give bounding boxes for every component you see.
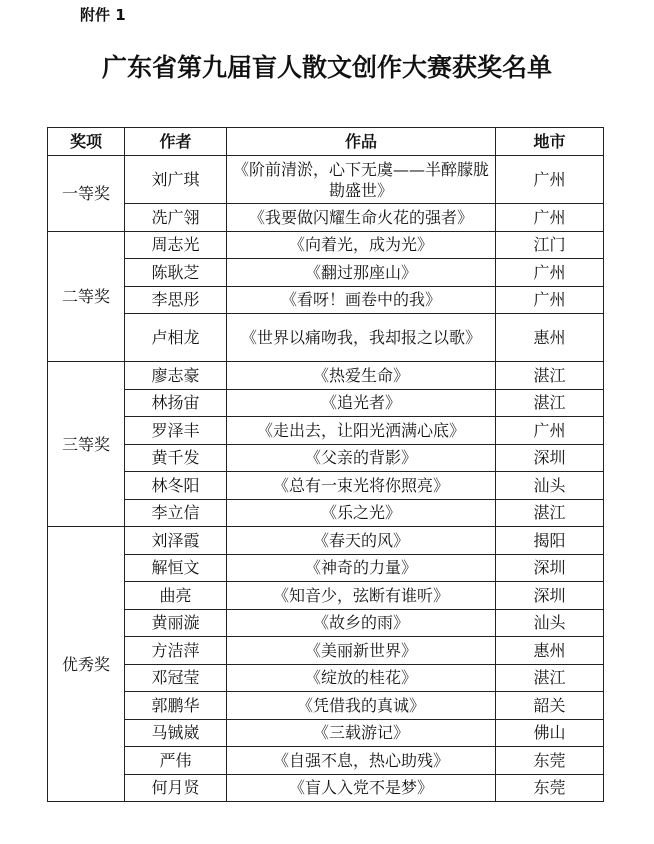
award-cell: 优秀奖 xyxy=(48,527,125,802)
header-city: 地市 xyxy=(496,128,604,156)
author-cell: 卢相龙 xyxy=(125,314,227,362)
city-cell: 东莞 xyxy=(496,747,604,775)
awards-table xyxy=(47,127,604,802)
header-author: 作者 xyxy=(125,128,227,156)
city-cell: 佛山 xyxy=(496,719,604,747)
city-cell: 广州 xyxy=(496,417,604,445)
city-cell: 湛江 xyxy=(496,362,604,390)
work-cell: 《世界以痛吻我，我却报之以歌》 xyxy=(227,314,496,362)
work-cell: 《春天的风》 xyxy=(227,527,496,555)
author-cell: 李立信 xyxy=(125,499,227,527)
table-row xyxy=(48,609,604,637)
work-cell: 《走出去，让阳光洒满心底》 xyxy=(227,417,496,445)
author-cell: 陈耿芝 xyxy=(125,259,227,287)
city-cell: 广州 xyxy=(496,204,604,232)
author-cell: 郭鹏华 xyxy=(125,692,227,720)
city-cell: 江门 xyxy=(496,231,604,259)
work-cell: 《看呀！画卷中的我》 xyxy=(227,286,496,314)
author-cell: 刘泽霞 xyxy=(125,527,227,555)
table-row xyxy=(48,554,604,582)
table-row xyxy=(48,527,604,555)
author-cell: 黄丽漩 xyxy=(125,609,227,637)
city-cell: 深圳 xyxy=(496,554,604,582)
table-row xyxy=(48,747,604,775)
work-cell: 《自强不息，热心助残》 xyxy=(227,747,496,775)
table-row xyxy=(48,774,604,802)
city-cell: 深圳 xyxy=(496,444,604,472)
work-cell: 《追光者》 xyxy=(227,389,496,417)
city-cell: 深圳 xyxy=(496,582,604,610)
work-cell: 《神奇的力量》 xyxy=(227,554,496,582)
table-row xyxy=(48,444,604,472)
author-cell: 马铖崴 xyxy=(125,719,227,747)
table-row xyxy=(48,499,604,527)
award-cell: 一等奖 xyxy=(48,156,125,232)
work-cell: 《翻过那座山》 xyxy=(227,259,496,287)
work-cell: 《热爱生命》 xyxy=(227,362,496,390)
work-cell: 《故乡的雨》 xyxy=(227,609,496,637)
author-cell: 方洁萍 xyxy=(125,637,227,665)
work-cell: 《绽放的桂花》 xyxy=(227,664,496,692)
work-cell: 《乐之光》 xyxy=(227,499,496,527)
city-cell: 广州 xyxy=(496,259,604,287)
author-cell: 曲亮 xyxy=(125,582,227,610)
city-cell: 韶关 xyxy=(496,692,604,720)
author-cell: 李思彤 xyxy=(125,286,227,314)
author-cell: 严伟 xyxy=(125,747,227,775)
work-cell: 《三载游记》 xyxy=(227,719,496,747)
table-row xyxy=(48,582,604,610)
table-row xyxy=(48,286,604,314)
table-row xyxy=(48,637,604,665)
table-row xyxy=(48,204,604,232)
city-cell: 惠州 xyxy=(496,314,604,362)
author-cell: 周志光 xyxy=(125,231,227,259)
author-cell: 刘广琪 xyxy=(125,156,227,204)
author-cell: 何月贤 xyxy=(125,774,227,802)
author-cell: 林扬宙 xyxy=(125,389,227,417)
work-cell: 《凭借我的真诚》 xyxy=(227,692,496,720)
attachment-label: 附件 1 xyxy=(80,6,126,24)
author-cell: 罗泽丰 xyxy=(125,417,227,445)
author-cell: 解恒文 xyxy=(125,554,227,582)
work-cell: 《美丽新世界》 xyxy=(227,637,496,665)
city-cell: 惠州 xyxy=(496,637,604,665)
city-cell: 汕头 xyxy=(496,609,604,637)
work-cell: 《盲人入党不是梦》 xyxy=(227,774,496,802)
city-cell: 东莞 xyxy=(496,774,604,802)
city-cell: 揭阳 xyxy=(496,527,604,555)
work-cell: 《总有一束光将你照亮》 xyxy=(227,472,496,500)
city-cell: 湛江 xyxy=(496,499,604,527)
table-row xyxy=(48,156,604,204)
author-cell: 冼广翎 xyxy=(125,204,227,232)
page-title: 广东省第九届盲人散文创作大赛获奖名单 xyxy=(101,53,552,82)
table-row xyxy=(48,692,604,720)
work-cell: 《我要做闪耀生命火花的强者》 xyxy=(227,204,496,232)
table-row xyxy=(48,389,604,417)
table-row xyxy=(48,664,604,692)
author-cell: 邓冠莹 xyxy=(125,664,227,692)
award-cell: 三等奖 xyxy=(48,362,125,527)
city-cell: 汕头 xyxy=(496,472,604,500)
table-header-row xyxy=(48,128,604,156)
city-cell: 湛江 xyxy=(496,664,604,692)
work-cell: 《向着光，成为光》 xyxy=(227,231,496,259)
table-row xyxy=(48,314,604,362)
award-cell: 二等奖 xyxy=(48,231,125,362)
author-cell: 廖志豪 xyxy=(125,362,227,390)
table-row xyxy=(48,259,604,287)
header-award: 奖项 xyxy=(48,128,125,156)
header-work: 作品 xyxy=(227,128,496,156)
city-cell: 广州 xyxy=(496,156,604,204)
work-cell: 《父亲的背影》 xyxy=(227,444,496,472)
table-row xyxy=(48,417,604,445)
city-cell: 广州 xyxy=(496,286,604,314)
city-cell: 湛江 xyxy=(496,389,604,417)
work-cell: 《知音少，弦断有谁听》 xyxy=(227,582,496,610)
table-row xyxy=(48,231,604,259)
table-row xyxy=(48,472,604,500)
table-row xyxy=(48,362,604,390)
work-cell: 《阶前清淤，心下无虞——半醉朦胧勘盛世》 xyxy=(227,156,496,204)
table-row xyxy=(48,719,604,747)
author-cell: 黄千发 xyxy=(125,444,227,472)
author-cell: 林冬阳 xyxy=(125,472,227,500)
